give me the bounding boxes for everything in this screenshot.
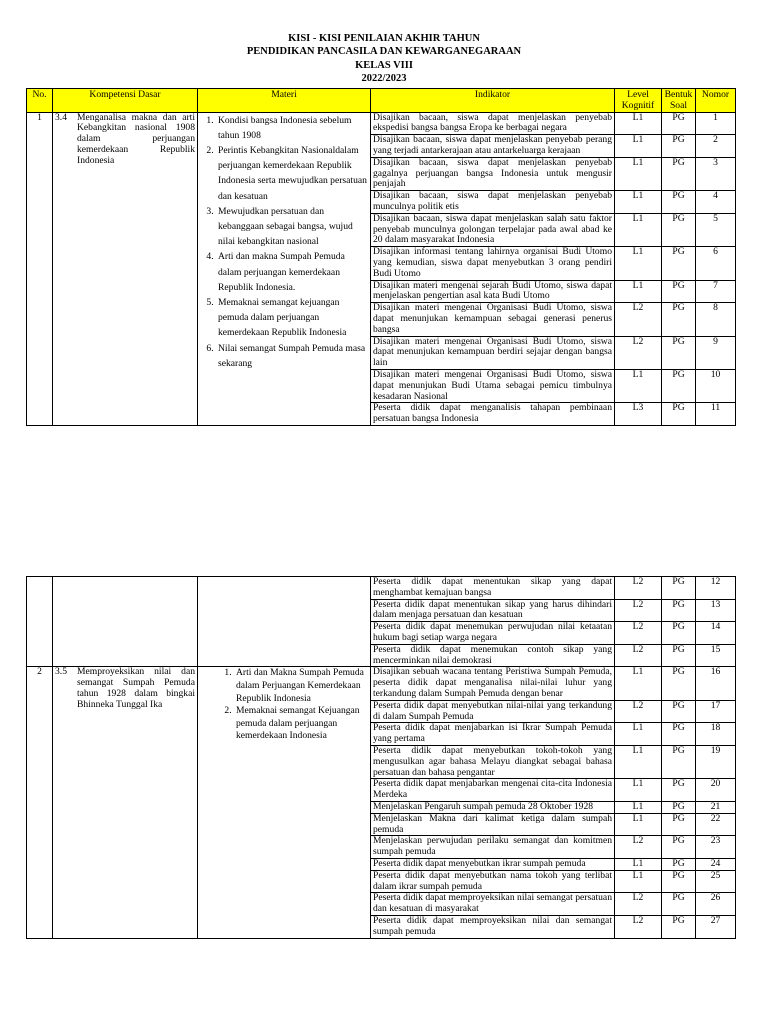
level-cell: L1: [615, 213, 662, 246]
row-number: 1: [27, 112, 53, 425]
nomor-cell: 12: [696, 577, 736, 600]
bentuk-cell: PG: [662, 577, 696, 600]
nomor-cell: 13: [696, 599, 736, 622]
indikator-cell: Peserta didik dapat menganalisis tahapan pembinaan persatuan bangsa Indonesia: [371, 403, 615, 426]
level-cell: L1: [615, 247, 662, 280]
nomor-cell: 18: [696, 723, 736, 746]
indikator-cell: Peserta didik dapat menentukan sikap yang harus dihindari dalam menjaga persatuan dan kesatuan: [371, 599, 615, 622]
indikator-cell: Disajikan materi mengenai sejarah Budi Utomo, siswa dapat menjelaskan pengertian asal kata Budi Utomo: [371, 280, 615, 303]
level-cell: L2: [615, 577, 662, 600]
nomor-cell: 7: [696, 280, 736, 303]
materi-item: 2. Memaknai semangat Kejuangan pemuda dalam perjuangan kemerdekaan Indonesia: [234, 705, 368, 743]
indikator-cell: Peserta didik dapat memproyeksikan nilai semangat persatuan dan kesatuan di masyarakat: [371, 893, 615, 916]
level-cell: L1: [615, 745, 662, 778]
indikator-cell: Disajikan informasi tentang lahirnya organisai Budi Utomo yang kemudian, siswa dapat menyebutkan 3 orang pendiri Budi Utomo: [371, 247, 615, 280]
empty-materi-cell: [198, 577, 371, 667]
indikator-cell: Disajikan materi mengenai Organisasi Budi Utomo, siswa dapat menunjukan Budi Utama sebagai pemicu timbulnya kesadaran Nasional: [371, 369, 615, 402]
bentuk-cell: PG: [662, 403, 696, 426]
nomor-cell: 14: [696, 622, 736, 645]
indikator-cell: Disajikan bacaan, siswa dapat menjelaskan salah satu faktor penyebab munculnya golongan terpelajar pada awal abad ke 20 dalam masyarakat Indonesia: [371, 213, 615, 246]
indikator-cell: Disajikan sebuah wacana tentang Peristiwa Sumpah Pemuda, peserta didik dapat menganalisa nilai-nilai luhur yang terkandung dalam Sumpah Pemuda dengan benar: [371, 667, 615, 700]
nomor-cell: 3: [696, 157, 736, 190]
indikator-cell: Menjelaskan Makna dari kalimat ketiga dalam sumpah pemuda: [371, 813, 615, 836]
level-cell: L2: [615, 336, 662, 369]
bentuk-cell: PG: [662, 369, 696, 402]
materi-item: 1. Kondisi bangsa Indonesia sebelum tahun 1908: [216, 113, 368, 143]
level-cell: L1: [615, 858, 662, 870]
level-cell: L3: [615, 403, 662, 426]
kd-text: Menganalisa makna dan arti Kebangkitan nasional 1908 dalam perjuangan kemerdekaan Republik Indonesia: [77, 111, 195, 166]
level-cell: L1: [615, 191, 662, 214]
indikator-cell: Menjelaskan Pengaruh sumpah pemuda 28 Oktober 1928: [371, 801, 615, 813]
nomor-cell: 15: [696, 644, 736, 667]
nomor-cell: 8: [696, 303, 736, 336]
indikator-cell: Peserta didik dapat menjabarkan mengenai cita-cita Indonesia Merdeka: [371, 779, 615, 802]
level-cell: L1: [615, 723, 662, 746]
level-cell: L2: [615, 836, 662, 859]
nomor-cell: 20: [696, 779, 736, 802]
level-cell: L2: [615, 915, 662, 938]
kisi-table-page-2: [26, 576, 736, 939]
bentuk-cell: PG: [662, 622, 696, 645]
indikator-cell: Peserta didik dapat menyebutkan tokoh-tokoh yang mengusulkan agar bahasa Melayu diangkat sebagai bahasa persatuan dan bahasa pengantar: [371, 745, 615, 778]
nomor-cell: 2: [696, 135, 736, 158]
level-cell: L2: [615, 599, 662, 622]
bentuk-cell: PG: [662, 667, 696, 700]
nomor-cell: 16: [696, 667, 736, 700]
indikator-cell: Disajikan materi mengenai Organisasi Budi Utomo, siswa dapat menunjukan kemampuan berdiri sejajar dengan bangsa lain: [371, 336, 615, 369]
bentuk-cell: PG: [662, 700, 696, 723]
nomor-cell: 23: [696, 836, 736, 859]
indikator-cell: Peserta didik dapat menentukan sikap yang dapat menghambat kemajuan bangsa: [371, 577, 615, 600]
materi-item: 1. Arti dan Makna Sumpah Pemuda dalam Perjuangan Kemerdekaan Republik Indonesia: [234, 667, 368, 705]
bentuk-cell: PG: [662, 870, 696, 893]
document-title: [0, 32, 768, 86]
bentuk-cell: PG: [662, 801, 696, 813]
bentuk-cell: PG: [662, 836, 696, 859]
indikator-cell: Peserta didik dapat menyebutkan nilai-nilai yang terkandung di dalam Sumpah Pemuda: [371, 700, 615, 723]
header-level-kognitif: Level Kognitif: [615, 89, 662, 113]
kd-text: Memproyeksikan nilai dan semangat Sumpah Pemuda tahun 1928 dalam bingkai Bhinneka Tunggal Ika: [77, 666, 195, 710]
level-cell: L2: [615, 303, 662, 336]
header-kompetensi-dasar: Kompetensi Dasar: [53, 89, 198, 113]
bentuk-cell: PG: [662, 915, 696, 938]
title-line-3: KELAS VIII: [355, 59, 413, 71]
level-cell: L2: [615, 700, 662, 723]
bentuk-cell: PG: [662, 191, 696, 214]
kompetensi-dasar: [55, 667, 195, 710]
level-cell: L1: [615, 813, 662, 836]
bentuk-cell: PG: [662, 779, 696, 802]
level-cell: L2: [615, 644, 662, 667]
materi-item: 6. Nilai semangat Sumpah Pemuda masa sekarang: [216, 341, 368, 371]
nomor-cell: 17: [696, 700, 736, 723]
bentuk-cell: PG: [662, 599, 696, 622]
indikator-cell: Disajikan materi mengenai Organisasi Budi Utomo, siswa dapat menunjukan kemampuan sebagai generasi penerus bangsa: [371, 303, 615, 336]
nomor-cell: 24: [696, 858, 736, 870]
bentuk-cell: PG: [662, 112, 696, 135]
materi-item: 5. Memaknai semangat kejuangan pemuda dalam perjuangan kemerdekaan Republik Indonesia: [216, 295, 368, 341]
indikator-cell: Disajikan bacaan, siswa dapat menjelaskan penyebab ekspedisi bangsa bangsa Eropa ke berbagai negara: [371, 112, 615, 135]
materi-item: 2. Perintis Kebangkitan Nasionaldalam perjuangan kemerdekaan Republik Indonesia serta mewujudkan persatuan dan kesatuan: [216, 143, 368, 204]
nomor-cell: 6: [696, 247, 736, 280]
nomor-cell: 19: [696, 745, 736, 778]
level-cell: L1: [615, 157, 662, 190]
nomor-cell: 21: [696, 801, 736, 813]
nomor-cell: 5: [696, 213, 736, 246]
level-cell: L2: [615, 622, 662, 645]
header-no: No.: [27, 89, 53, 113]
header-materi: Materi: [198, 89, 371, 113]
level-cell: L1: [615, 280, 662, 303]
level-cell: L1: [615, 801, 662, 813]
table-row: [27, 667, 736, 700]
bentuk-cell: PG: [662, 813, 696, 836]
materi-cell: [198, 667, 371, 938]
nomor-cell: 10: [696, 369, 736, 402]
nomor-cell: 27: [696, 915, 736, 938]
kd-code: 3.4: [55, 111, 67, 123]
nomor-cell: 26: [696, 893, 736, 916]
bentuk-cell: PG: [662, 280, 696, 303]
kisi-table-page-1: [26, 88, 736, 426]
bentuk-cell: PG: [662, 336, 696, 369]
title-line-4: 2022/2023: [361, 73, 407, 85]
bentuk-cell: PG: [662, 157, 696, 190]
indikator-cell: Peserta didik dapat menjabarkan isi Ikrar Sumpah Pemuda yang pertama: [371, 723, 615, 746]
table-row: [27, 112, 736, 135]
kompetensi-dasar-cell: [53, 112, 198, 425]
level-cell: L1: [615, 135, 662, 158]
materi-item: 3. Mewujudkan persatuan dan kebanggaan sebagai bangsa, wujud nilai kebangkitan nasional: [216, 204, 368, 250]
bentuk-cell: PG: [662, 893, 696, 916]
level-cell: L1: [615, 870, 662, 893]
header-indikator: Indikator: [371, 89, 615, 113]
bentuk-cell: PG: [662, 135, 696, 158]
bentuk-cell: PG: [662, 247, 696, 280]
level-cell: L2: [615, 893, 662, 916]
level-cell: L1: [615, 667, 662, 700]
level-cell: L1: [615, 112, 662, 135]
indikator-cell: Peserta didik dapat menyebutkan nama tokoh yang terlibat dalam ikrar sumpah pemuda: [371, 870, 615, 893]
bentuk-cell: PG: [662, 745, 696, 778]
table-row: [27, 577, 736, 600]
bentuk-cell: PG: [662, 213, 696, 246]
kompetensi-dasar-cell: [53, 667, 198, 938]
indikator-cell: Peserta didik dapat menemukan contoh sikap yang mencerminkan nilai demokrasi: [371, 644, 615, 667]
materi-list: [200, 667, 368, 743]
row-number: 2: [27, 667, 53, 938]
kd-code: 3.5: [55, 666, 67, 678]
bentuk-cell: PG: [662, 303, 696, 336]
indikator-cell: Peserta didik dapat memproyeksikan nilai dan semangat sumpah pemuda: [371, 915, 615, 938]
indikator-cell: Disajikan bacaan, siswa dapat menjelaskan penyebab perang yang terjadi antarkerajaan atau antarkeluarga kerajaan: [371, 135, 615, 158]
nomor-cell: 11: [696, 403, 736, 426]
kompetensi-dasar: [55, 113, 195, 167]
nomor-cell: 1: [696, 112, 736, 135]
indikator-cell: Peserta didik dapat menemukan perwujudan nilai ketaatan hukum bagi setiap warga negara: [371, 622, 615, 645]
indikator-cell: Peserta didik dapat menyebutkan ikrar sumpah pemuda: [371, 858, 615, 870]
nomor-cell: 25: [696, 870, 736, 893]
materi-item: 4. Arti dan makna Sumpah Pemuda dalam perjuangan kemerdekaan Republik Indonesia.: [216, 249, 368, 295]
title-line-2: PENDIDIKAN PANCASILA DAN KEWARGANEGARAAN: [246, 46, 522, 58]
bentuk-cell: PG: [662, 644, 696, 667]
materi-list: [200, 113, 368, 371]
bentuk-cell: PG: [662, 858, 696, 870]
nomor-cell: 4: [696, 191, 736, 214]
level-cell: L1: [615, 369, 662, 402]
level-cell: L1: [615, 779, 662, 802]
indikator-cell: Disajikan bacaan, siswa dapat menjelaskan penyebab munculnya politik etis: [371, 191, 615, 214]
nomor-cell: 22: [696, 813, 736, 836]
title-line-1: KISI - KISI PENILAIAN AKHIR TAHUN: [288, 33, 480, 44]
header-row: [27, 89, 736, 113]
header-nomor: Nomor: [696, 89, 736, 113]
indikator-cell: Menjelaskan perwujudan perilaku semangat dan komitmen sumpah pemuda: [371, 836, 615, 859]
bentuk-cell: PG: [662, 723, 696, 746]
empty-no-cell: [27, 577, 53, 667]
indikator-cell: Disajikan bacaan, siswa dapat menjelaskan penyebab gagalnya perjuangan bangsa Indonesia untuk mengusir penjajah: [371, 157, 615, 190]
header-bentuk-soal: Bentuk Soal: [662, 89, 696, 113]
nomor-cell: 9: [696, 336, 736, 369]
materi-cell: [198, 112, 371, 425]
empty-kd-cell: [53, 577, 198, 667]
